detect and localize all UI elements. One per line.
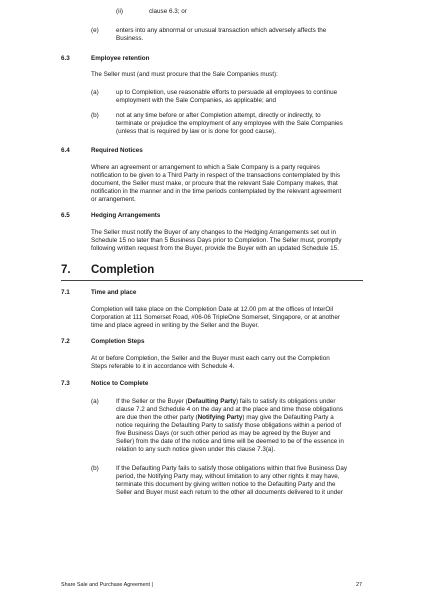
section-6-3-b-marker: (b): [91, 112, 99, 119]
section-7-title: Completion: [91, 264, 155, 276]
section-7-3-a-line-3-post: ) may give the Defaulting Party a: [242, 414, 334, 421]
section-7-1-number: 7.1: [61, 289, 70, 296]
section-6-4-line-1: Where an agreement or arrangement to which a Sale Company is a party requires: [91, 164, 320, 171]
section-6-3-b-line-3: (unless that is required by law or is done for good cause).: [116, 128, 276, 135]
section-6-3-a-line-1: up to Completion, use reasonable efforts to persuade all employees to continue: [116, 89, 338, 96]
section-6-3-b-line-2: terminate or prejudice the employment of any employee with the Sale Companies: [116, 120, 343, 127]
notifying-party-term: Notifying Party: [197, 414, 243, 421]
section-7-1-line-2: Corporation at 111 Somerset Road, #06-06 TripleOne Somerset, Singapore, or at another: [91, 314, 340, 321]
section-7-3-number: 7.3: [61, 380, 70, 387]
section-7-3-a-line-7: relation to any such notice given under this clause 7.3(a).: [116, 446, 276, 453]
section-7-3-a-line-1: [116, 398, 335, 405]
section-6-5-line-2: Schedule 15 no later than 5 Business Days prior to Completion. The Seller must, promptly: [91, 237, 342, 244]
section-6-4-number: 6.4: [61, 147, 70, 154]
defaulting-party-term: Defaulting Party: [187, 398, 237, 405]
section-6-3-a-line-2: employment with the Sale Companies, as applicable; and: [116, 97, 276, 104]
section-7-3-b-line-2: period, the Notifying Party may, without limitation to any other rights it may have,: [116, 473, 340, 480]
section-7-3-b-marker: (b): [91, 465, 99, 472]
section-7-2-title: Completion Steps: [91, 338, 145, 345]
section-6-4-title: Required Notices: [91, 147, 143, 154]
section-7-1-title: Time and place: [91, 289, 137, 296]
section-7-3-a-line-6: Seller) from the date of the notice and time will be deemed to be of the essence in: [116, 438, 344, 445]
section-7-3-b-line-4: Seller and Buyer must each return to the other all documents delivered to it under: [116, 489, 343, 496]
section-6-4-line-4: notification in the manner and in the time periods contemplated by the relevant agreement: [91, 188, 342, 195]
section-7-1-line-1: Completion will take place on the Completion Date at 12.00 pm at the offices of InterOil: [91, 306, 334, 313]
section-7-1-line-3: time and place agreed in writing by the Seller and the Buyer.: [91, 322, 260, 329]
section-6-3-b-line-1: not at any time before or after Completion attempt, directly or indirectly, to: [116, 112, 321, 119]
section-7-3-a-marker: (a): [91, 398, 99, 405]
section-6-5-line-1: The Seller must notify the Buyer of any changes to the Hedging Arrangements set out in: [91, 229, 337, 236]
footer-page-number: 27: [356, 582, 362, 588]
section-7-number: 7.: [61, 264, 71, 276]
section-6-3-a-marker: (a): [91, 89, 99, 96]
item-e-line-2: Business.: [116, 35, 144, 42]
item-ii-text: clause 6.3; or: [149, 8, 187, 15]
section-6-5-line-3: following written request from the Buyer, provide the Buyer with an updated Schedule 15.: [91, 245, 339, 252]
section-7-3-a-line-4: notice requiring the Defaulting Party to satisfy those obligations within a period of: [116, 422, 342, 429]
section-6-3-title: Employee retention: [91, 55, 150, 62]
section-6-4-line-2: notification to be given to a Third Party in respect of the transactions contemplated by this: [91, 172, 341, 179]
section-7-rule: [61, 280, 363, 281]
section-7-3-a-line-1-pre: If the Seller or the Buyer (: [116, 398, 188, 405]
section-6-3-intro: The Seller must (and must procure that the Sale Companies must):: [91, 71, 278, 78]
section-7-2-line-1: At or before Completion, the Seller and the Buyer must each carry out the Completion: [91, 355, 330, 362]
section-7-3-a-line-3: [116, 414, 334, 421]
section-7-2-number: 7.2: [61, 338, 70, 345]
section-7-3-a-line-1-post: ) fails to satisfy its obligations under: [236, 398, 336, 405]
item-ii-marker: (ii): [116, 8, 123, 15]
section-6-4-line-5: or arrangement.: [91, 196, 136, 203]
section-7-3-a-line-5: five Business Days (or such other period as may be agreed by the Buyer and: [116, 430, 331, 437]
section-7-3-b-line-3: terminate this document by giving written notice to the Defaulting Party and the: [116, 481, 336, 488]
section-6-5-number: 6.5: [61, 212, 70, 219]
section-7-2-line-2: Steps referable to it in accordance with Schedule 4.: [91, 363, 235, 370]
section-7-3-a-line-3-pre: are due then the other party (: [116, 414, 198, 421]
footer-document-title: Share Sale and Purchase Agreement |: [61, 582, 153, 588]
section-7-3-title: Notice to Complete: [91, 380, 149, 387]
item-e-line-1: enters into any abnormal or unusual transaction which adversely affects the: [116, 27, 327, 34]
section-7-3-a-line-2: clause 7.2 and Schedule 4 on the day and at the place and time those obligations: [116, 406, 343, 413]
section-6-4-line-3: document, the Seller must make, or procure that the relevant Sale Company makes, that: [91, 180, 338, 187]
item-e-marker: (e): [91, 27, 99, 34]
section-6-5-title: Hedging Arrangements: [91, 212, 161, 219]
section-6-3-number: 6.3: [61, 55, 70, 62]
section-7-3-b-line-1: If the Defaulting Party fails to satisfy those obligations within that five Business Day: [116, 465, 348, 472]
